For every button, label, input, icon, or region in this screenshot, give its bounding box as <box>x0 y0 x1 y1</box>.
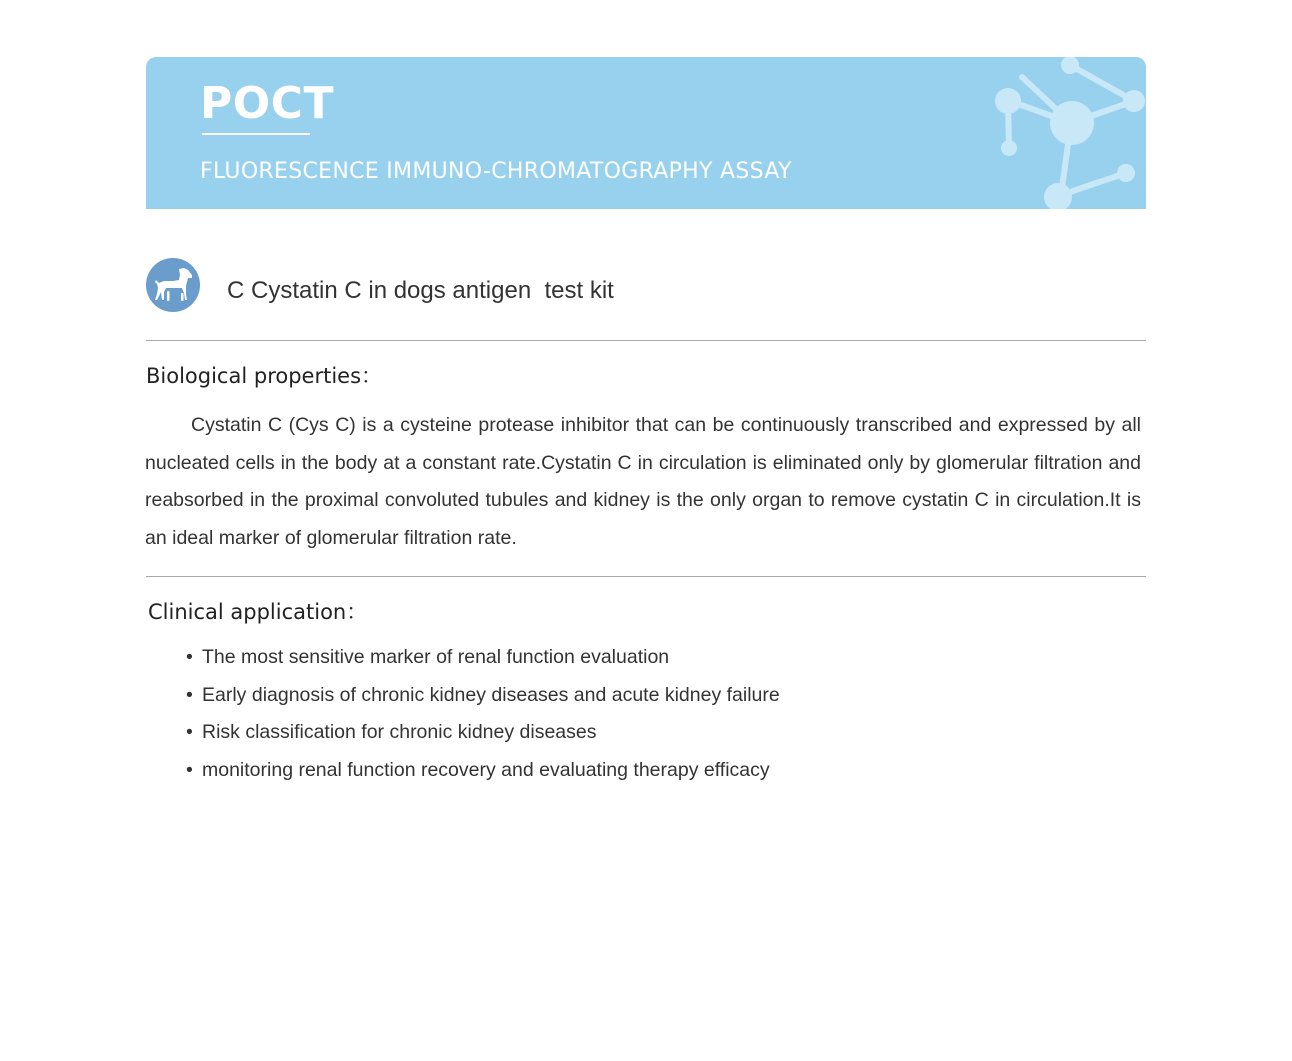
clinical-application-heading: Clinical application： <box>148 600 368 624</box>
bullet: • <box>186 721 193 743</box>
banner-title: POCT <box>200 78 334 129</box>
list-item-text: The most sensitive marker of renal function evaluation <box>202 646 670 668</box>
bullet: • <box>186 758 193 781</box>
header-banner <box>146 57 1146 209</box>
product-header <box>146 258 1146 314</box>
bullet: • <box>186 683 193 706</box>
list-item <box>186 714 780 752</box>
list-item-text: Risk classification for chronic kidney diseases <box>202 721 597 743</box>
dog-icon <box>146 258 200 312</box>
molecule-icon <box>986 57 1146 209</box>
list-item <box>186 639 780 677</box>
banner-title-underline <box>202 133 310 135</box>
list-item <box>186 677 780 715</box>
divider-middle <box>146 576 1146 577</box>
list-item-text: monitoring renal function recovery and evaluating therapy efficacy <box>202 758 770 781</box>
list-item <box>186 752 780 790</box>
list-item-text: Early diagnosis of chronic kidney diseases and acute kidney failure <box>202 683 780 706</box>
product-title: C Cystatin C in dogs antigen test kit <box>227 277 614 304</box>
clinical-application-list <box>186 639 780 789</box>
biological-properties-text: Cystatin C (Cys C) is a cysteine protease inhibitor that can be continuously transcribed and expressed by all nucleated cells in the body at a constant rate.Cystatin C in circulation is eliminated only by glomerular filtration and reabsorbed in the proximal convoluted tubules and kidney is the only organ to remove cystatin C in circulation.It is an ideal marker of glomerular filtration rate. <box>145 414 1141 549</box>
divider-top <box>146 340 1146 341</box>
bullet: • <box>186 646 193 668</box>
biological-properties-heading: Biological properties： <box>146 364 383 388</box>
banner-subtitle: FLUORESCENCE IMMUNO-CHROMATOGRAPHY ASSAY <box>200 159 792 184</box>
